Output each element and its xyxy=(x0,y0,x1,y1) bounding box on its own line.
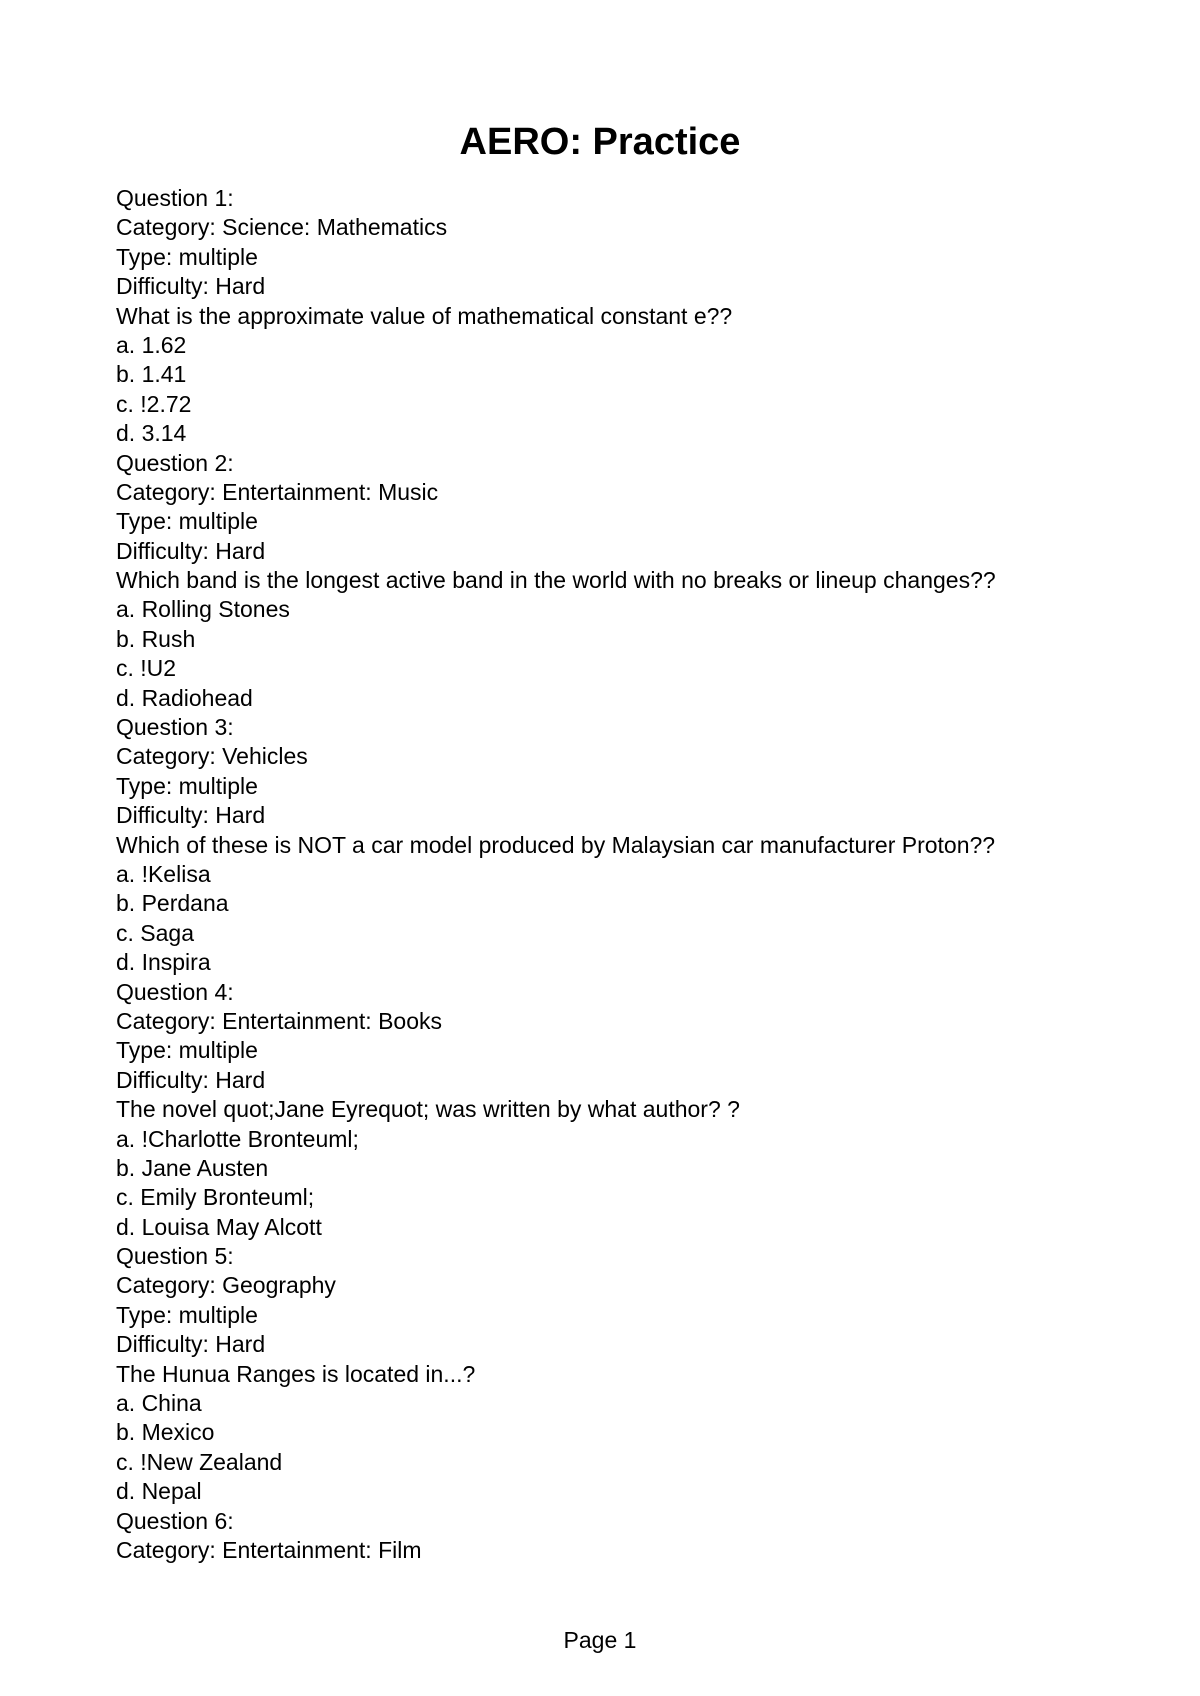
answer-option: b. Rush xyxy=(116,625,196,652)
answer-option: d. Louisa May Alcott xyxy=(116,1213,322,1240)
answer-option: d. 3.14 xyxy=(116,420,187,447)
question-type: Type: multiple xyxy=(116,772,258,799)
question-type: Type: multiple xyxy=(116,1037,258,1064)
answer-option: d. Radiohead xyxy=(116,684,253,711)
question-difficulty: Difficulty: Hard xyxy=(116,1066,266,1093)
answer-option: b. Perdana xyxy=(116,890,229,917)
question-heading: Question 1: xyxy=(116,185,234,211)
question-type: Type: multiple xyxy=(116,243,258,270)
answer-option: c. !New Zealand xyxy=(116,1448,283,1475)
question-heading: Question 4: xyxy=(116,978,234,1005)
answer-option: a. !Kelisa xyxy=(116,860,211,887)
question-category: Category: Science: Mathematics xyxy=(116,214,448,241)
answer-option: a. !Charlotte Bronteuml; xyxy=(116,1125,359,1152)
answer-option: a. China xyxy=(116,1390,202,1417)
answer-option: c. !2.72 xyxy=(116,390,192,417)
answer-option: b. Mexico xyxy=(116,1419,215,1446)
page-number: Page 1 xyxy=(563,1627,637,1653)
question-heading: Question 6: xyxy=(116,1507,234,1534)
question-text: Which of these is NOT a car model produced by Malaysian car manufacturer Proton?? xyxy=(116,831,996,858)
answer-option: c. Emily Bronteuml; xyxy=(116,1184,315,1211)
question-list xyxy=(116,184,1116,1565)
question-type: Type: multiple xyxy=(116,1301,258,1328)
question-type: Type: multiple xyxy=(116,508,258,535)
question-heading: Question 2: xyxy=(116,449,234,476)
question-difficulty: Difficulty: Hard xyxy=(116,1331,266,1358)
answer-option: c. !U2 xyxy=(116,655,177,682)
question-category: Category: Entertainment: Music xyxy=(116,478,439,505)
answer-option: d. Nepal xyxy=(116,1478,202,1505)
answer-option: a. 1.62 xyxy=(116,331,187,358)
question-text: The novel quot;Jane Eyrequot; was written by what author? ? xyxy=(116,1096,740,1123)
question-category: Category: Vehicles xyxy=(116,743,308,770)
question-heading: Question 3: xyxy=(116,714,234,741)
question-category: Category: Entertainment: Books xyxy=(116,1007,442,1034)
answer-option: a. Rolling Stones xyxy=(116,596,290,623)
answer-option: c. Saga xyxy=(116,919,194,946)
question-category: Category: Entertainment: Film xyxy=(116,1536,422,1563)
question-difficulty: Difficulty: Hard xyxy=(116,802,266,829)
question-text: Which band is the longest active band in the world with no breaks or lineup changes?? xyxy=(116,567,996,594)
answer-option: b. 1.41 xyxy=(116,361,187,388)
question-heading: Question 5: xyxy=(116,1243,234,1270)
question-difficulty: Difficulty: Hard xyxy=(116,537,266,564)
answer-option: d. Inspira xyxy=(116,949,211,976)
page-title: AERO: Practice xyxy=(459,121,741,163)
answer-option: b. Jane Austen xyxy=(116,1154,269,1181)
question-text: The Hunua Ranges is located in...? xyxy=(116,1360,476,1387)
question-text: What is the approximate value of mathematical constant e?? xyxy=(116,302,733,329)
question-category: Category: Geography xyxy=(116,1272,336,1299)
question-difficulty: Difficulty: Hard xyxy=(116,273,266,300)
